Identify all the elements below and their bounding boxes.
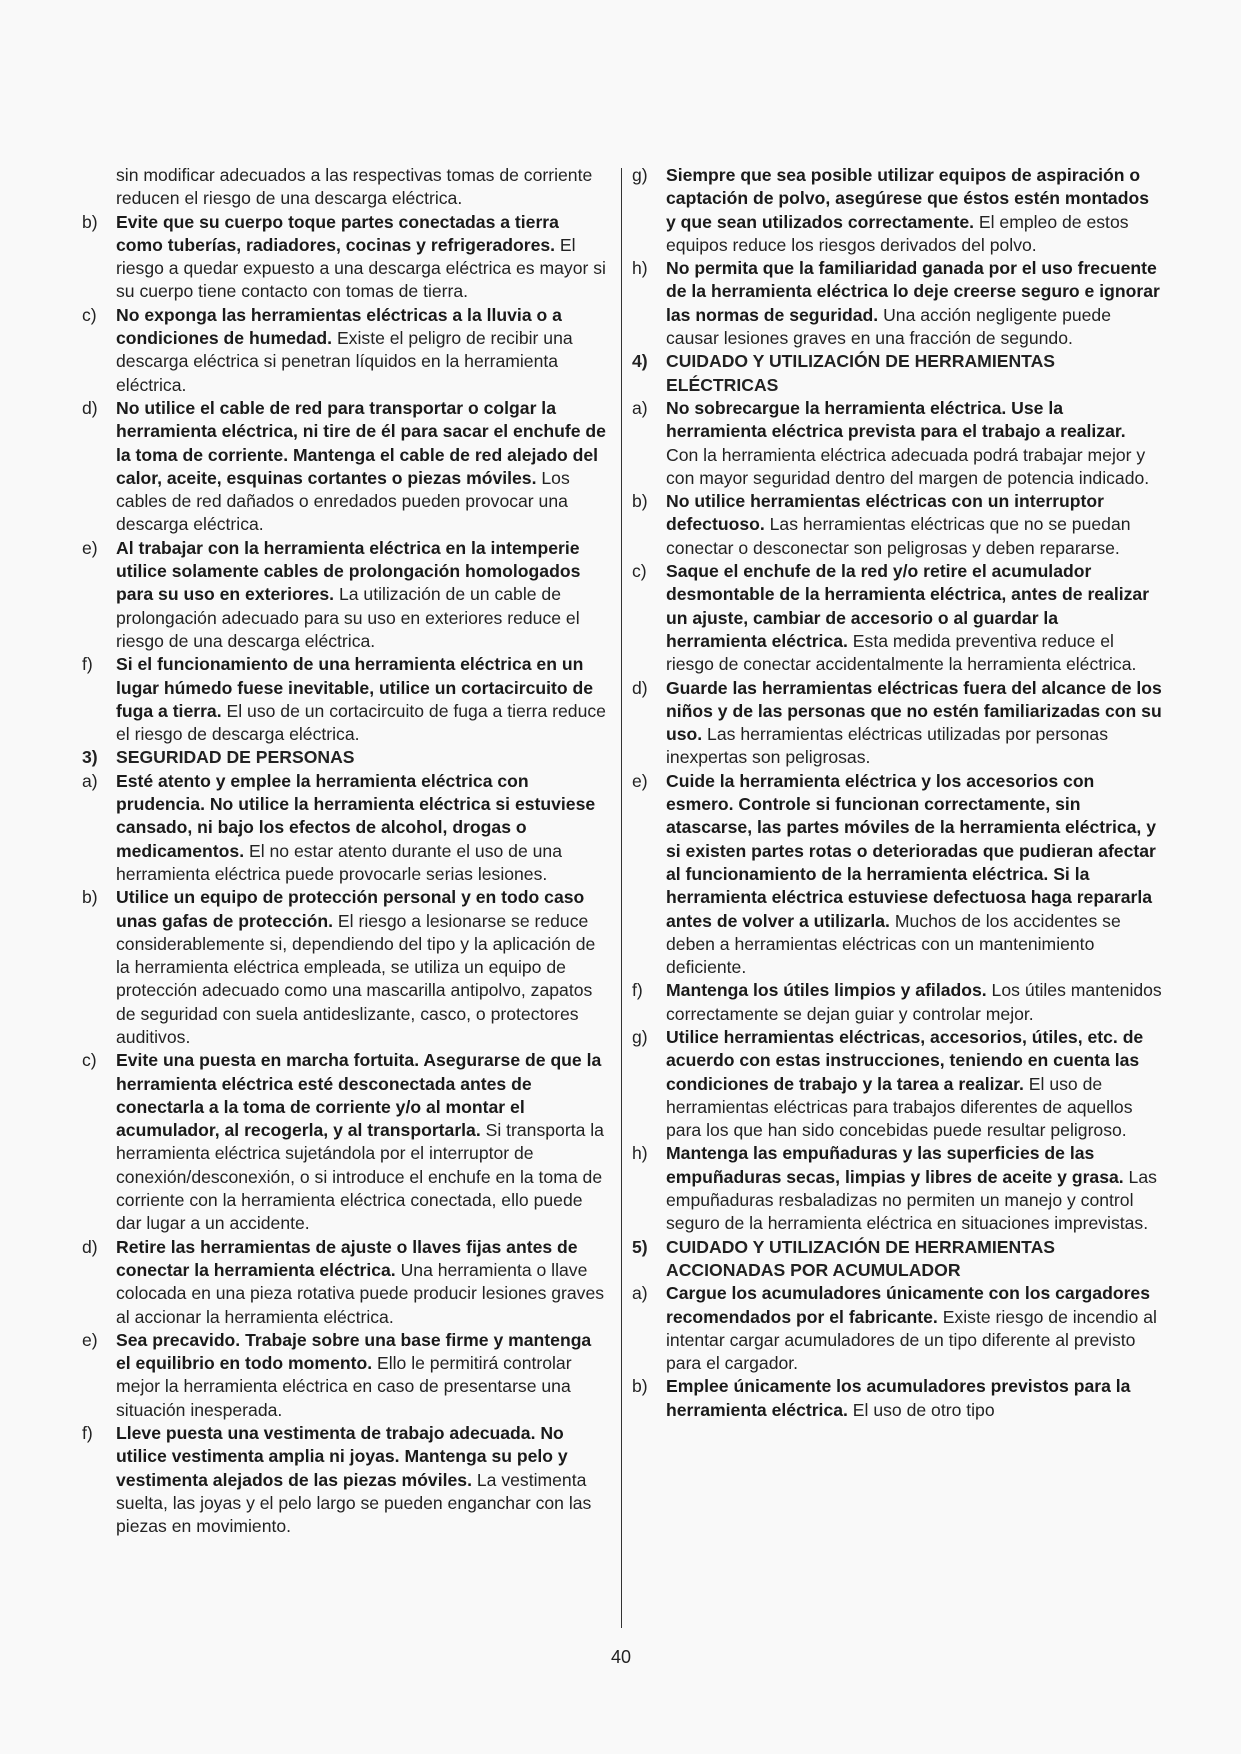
item-label: f) xyxy=(82,1423,93,1444)
list-item xyxy=(632,770,1162,980)
item-label: a) xyxy=(632,1283,648,1304)
list-item xyxy=(632,257,1162,350)
item-text: Ello le permitirá controlar mejor la herramienta eléctrica en caso de presentarse una situación inesperada. xyxy=(116,1353,572,1420)
item-bold-text: Mantenga las empuñaduras y las superficies de las empuñaduras secas, limpias y libres de aceite y grasa. xyxy=(666,1143,1124,1187)
list-item xyxy=(632,1375,1162,1422)
list-item xyxy=(82,653,610,746)
item-text: Las empuñaduras resbaladizas no permiten un manejo y control seguro de la herramienta eléctrica en situaciones imprevistas. xyxy=(666,1166,1157,1234)
item-text: El no estar atento durante el uso de una herramienta eléctrica puede provocarle serias lesiones. xyxy=(116,840,562,884)
item-label: c) xyxy=(82,1050,97,1071)
item-bold-text: Al trabajar con la herramienta eléctrica en la intemperie utilice solamente cables de prolongación homologados para su uso en exteriores. xyxy=(116,537,581,605)
list-item xyxy=(82,1422,610,1538)
item-text: El uso de herramientas eléctricas para trabajos diferentes de aquellos para los que han sido concebidas puede resultar peligroso. xyxy=(666,1073,1133,1141)
item-bold-text: Sea precavido. Trabaje sobre una base firme y mantenga el equilibrio en todo momento. xyxy=(116,1329,592,1374)
item-text: Existe el peligro de recibir una descarga eléctrica si penetran líquidos en la herramienta eléctrica. xyxy=(116,328,573,395)
item-bold-text: No permita que la familiaridad ganada por el uso frecuente de la herramienta eléctrica lo deje creerse seguro e ignorar las normas de seguridad. xyxy=(666,258,1160,325)
item-text: El uso de un cortacircuito de fuga a tierra reduce el riesgo de descarga eléctrica. xyxy=(116,700,606,745)
item-bold-text: Si el funcionamiento de una herramienta eléctrica en un lugar húmedo fuese inevitable, utilice un cortacircuito de fuga a tierra. xyxy=(116,654,594,721)
item-label: f) xyxy=(632,980,643,1001)
item-bold-text: Guarde las herramientas eléctricas fuera del alcance de los niños y de las personas que no estén familiarizadas con su uso. xyxy=(666,677,1162,745)
list-item xyxy=(82,1329,610,1422)
item-label: f) xyxy=(82,654,93,675)
item-bold-text: No utilice el cable de red para transportar o colgar la herramienta eléctrica, ni tire de él para sacar el enchufe de la toma de corriente. Mantenga el cable de red alejado del calor, aceite, esquinas cortantes o piezas móviles. xyxy=(116,397,606,488)
section-number: 3) xyxy=(82,747,98,768)
item-bold-text: No exponga las herramientas eléctricas a la lluvia o a condiciones de humedad. xyxy=(116,304,562,349)
item-text: La utilización de un cable de prolongación adecuado para su uso en exteriores reduce el riesgo de una descarga eléctrica. xyxy=(116,584,580,651)
list-item xyxy=(632,164,1162,257)
left-column xyxy=(82,164,610,1539)
item-text: Una acción negligente puede causar lesiones graves en una fracción de segundo. xyxy=(666,304,1111,349)
item-text: Muchos de los accidentes se deben a herramientas eléctricas con un mantenimiento deficiente. xyxy=(666,910,1121,978)
item-text: Los útiles mantenidos correctamente se dejan guiar y controlar mejor. xyxy=(666,980,1162,1024)
item-bold-text: No utilice herramientas eléctricas con un interruptor defectuoso. xyxy=(666,491,1105,535)
list-item xyxy=(632,490,1162,560)
section-title: CUIDADO Y UTILIZACIÓN DE HERRAMIENTAS ELÉCTRICAS xyxy=(666,351,1056,395)
item-text: Una herramienta o llave colocada en una pieza rotativa puede producir lesiones graves al accionar la herramienta eléctrica. xyxy=(116,1259,605,1327)
item-label: e) xyxy=(82,1329,98,1350)
item-text: Esta medida preventiva reduce el riesgo de conectar accidentalmente la herramienta eléctrica. xyxy=(666,630,1137,675)
item-label: h) xyxy=(632,1143,648,1164)
item-label: e) xyxy=(632,770,648,791)
item-text: El riesgo a quedar expuesto a una descarga eléctrica es mayor si su cuerpo tiene contacto con tomas de tierra. xyxy=(116,234,606,302)
item-text: Los cables de red dañados o enredados pueden provocar una descarga eléctrica. xyxy=(116,467,570,535)
item-text: Las herramientas eléctricas que no se puedan conectar o desconectar son peligrosas y deben repararse. xyxy=(666,514,1131,558)
section-heading xyxy=(632,350,1162,397)
list-item xyxy=(82,537,610,653)
item-label: g) xyxy=(632,165,648,185)
item-label: a) xyxy=(632,397,648,418)
item-bold-text: Utilice un equipo de protección personal y en todo caso unas gafas de protección. xyxy=(116,887,585,931)
item-label: a) xyxy=(82,770,98,791)
item-label: c) xyxy=(82,304,97,325)
page-number: 40 xyxy=(610,1647,632,1667)
item-bold-text: No sobrecargue la herramienta eléctrica. Use la herramienta eléctrica prevista para el trabajo a realizar. xyxy=(666,397,1126,442)
list-item xyxy=(82,397,610,537)
item-bold-text: Lleve puesta una vestimenta de trabajo adecuada. No utilice vestimenta amplia ni joyas. Mantenga su pelo y vestimenta alejados de las piezas móviles. xyxy=(116,1423,568,1490)
item-text: El empleo de estos equipos reduce los riesgos derivados del polvo. xyxy=(666,211,1129,255)
list-item xyxy=(632,677,1162,770)
item-bold-text: Saque el enchufe de la red y/o retire el acumulador desmontable de la herramienta eléctrica, antes de realizar un ajuste, cambiar de accesorio o al guardar la herramienta eléctrica. xyxy=(666,561,1150,651)
list-item xyxy=(82,1049,610,1235)
list-item xyxy=(82,304,610,397)
item-label: b) xyxy=(82,211,98,232)
item-text: El riesgo a lesionarse se reduce considerablemente si, dependiendo del tipo y la aplicación de la herramienta eléctrica empleada, se utiliza un equipo de protección adecuado como una mascarilla antipolvo, zapatos de seguridad con suela antideslizante, casco, o protectores auditivos. xyxy=(116,910,596,1047)
section-heading xyxy=(632,1236,1162,1283)
list-item xyxy=(632,1142,1162,1235)
item-text: El uso de otro tipo xyxy=(847,1399,995,1420)
item-label: g) xyxy=(632,1026,648,1047)
section-title: SEGURIDAD DE PERSONAS xyxy=(116,747,355,768)
item-text: Si transporta la herramienta eléctrica sujetándola por el interruptor de conexión/desconexión, o si introduce el enchufe en la toma de corriente con la herramienta eléctrica conectada, ello puede dar lugar a un accidente. xyxy=(116,1120,604,1234)
item-label: e) xyxy=(82,537,98,558)
item-label: d) xyxy=(82,397,98,418)
item-bold-text: Retire las herramientas de ajuste o llaves fijas antes de conectar la herramienta eléctrica. xyxy=(116,1236,578,1280)
section-number: 5) xyxy=(632,1236,648,1257)
item-bold-text: Esté atento y emplee la herramienta eléctrica con prudencia. No utilice la herramienta eléctrica si estuviese cansado, ni bajo los efectos de alcohol, drogas o medicamentos. xyxy=(116,770,596,861)
item-bold-text: Evite una puesta en marcha fortuita. Asegurarse de que la herramienta eléctrica esté desconectada antes de conectarla a la toma de corriente y/o al montar el acumulador, al recogerla, y al transportarla. xyxy=(116,1050,602,1141)
list-item xyxy=(632,560,1162,676)
column-divider xyxy=(621,168,622,1628)
list-item xyxy=(82,1236,610,1329)
right-column xyxy=(632,164,1162,1422)
section-heading xyxy=(82,746,610,769)
item-label: b) xyxy=(82,887,98,908)
continuation-paragraph: sin modificar adecuados a las respectivas tomas de corriente reducen el riesgo de una descarga eléctrica. xyxy=(116,165,593,209)
item-text: La vestimenta suelta, las joyas y el pelo largo se pueden enganchar con las piezas en movimiento. xyxy=(116,1469,592,1537)
section-title: CUIDADO Y UTILIZACIÓN DE HERRAMIENTAS ACCIONADAS POR ACUMULADOR xyxy=(666,1236,1056,1280)
list-item xyxy=(82,211,610,304)
list-item xyxy=(82,886,610,1049)
section-number: 4) xyxy=(632,351,648,372)
item-label: d) xyxy=(632,677,648,698)
item-label: h) xyxy=(632,258,648,279)
list-item xyxy=(82,770,610,886)
item-bold-text: Mantenga los útiles limpios y afilados. xyxy=(666,980,987,1001)
item-label: b) xyxy=(632,1376,648,1397)
item-label: b) xyxy=(632,491,648,512)
item-bold-text: Utilice herramientas eléctricas, accesorios, útiles, etc. de acuerdo con estas instrucciones, teniendo en cuenta las condiciones de trabajo y la tarea a realizar. xyxy=(666,1026,1144,1094)
item-bold-text: Evite que su cuerpo toque partes conectadas a tierra como tuberías, radiadores, cocinas y refrigeradores. xyxy=(116,211,559,255)
list-item xyxy=(632,397,1162,490)
list-item xyxy=(632,1282,1162,1375)
item-label: c) xyxy=(632,561,647,582)
item-text: Existe riesgo de incendio al intentar cargar acumuladores de un tipo diferente al previsto para el cargador. xyxy=(666,1306,1157,1374)
list-item xyxy=(632,1026,1162,1142)
item-text: Las herramientas eléctricas utilizadas por personas inexpertas son peligrosas. xyxy=(666,724,1109,768)
item-bold-text: Cargue los acumuladores únicamente con los cargadores recomendados por el fabricante. xyxy=(666,1283,1150,1327)
item-label: d) xyxy=(82,1236,98,1257)
item-bold-text: Emplee únicamente los acumuladores previstos para la herramienta eléctrica. xyxy=(666,1376,1131,1420)
list-item xyxy=(632,979,1162,1026)
item-bold-text: Siempre que sea posible utilizar equipos de aspiración o captación de polvo, asegúrese que éstos estén montados y que sean utilizados correctamente. xyxy=(666,165,1149,232)
item-text: Con la herramienta eléctrica adecuada podrá trabajar mejor y con mayor seguridad dentro del margen de potencia indicado. xyxy=(666,444,1150,488)
item-bold-text: Cuide la herramienta eléctrica y los accesorios con esmero. Controle si funcionan correctamente, sin atascarse, las partes móviles de la herramienta eléctrica, y si existen partes rotas o deterioradas que pudieran afectar al funcionamiento de la herramienta eléctrica. Si la herramienta eléctrica estuviese defectuosa haga repararla antes de volver a utilizarla. xyxy=(666,770,1156,931)
